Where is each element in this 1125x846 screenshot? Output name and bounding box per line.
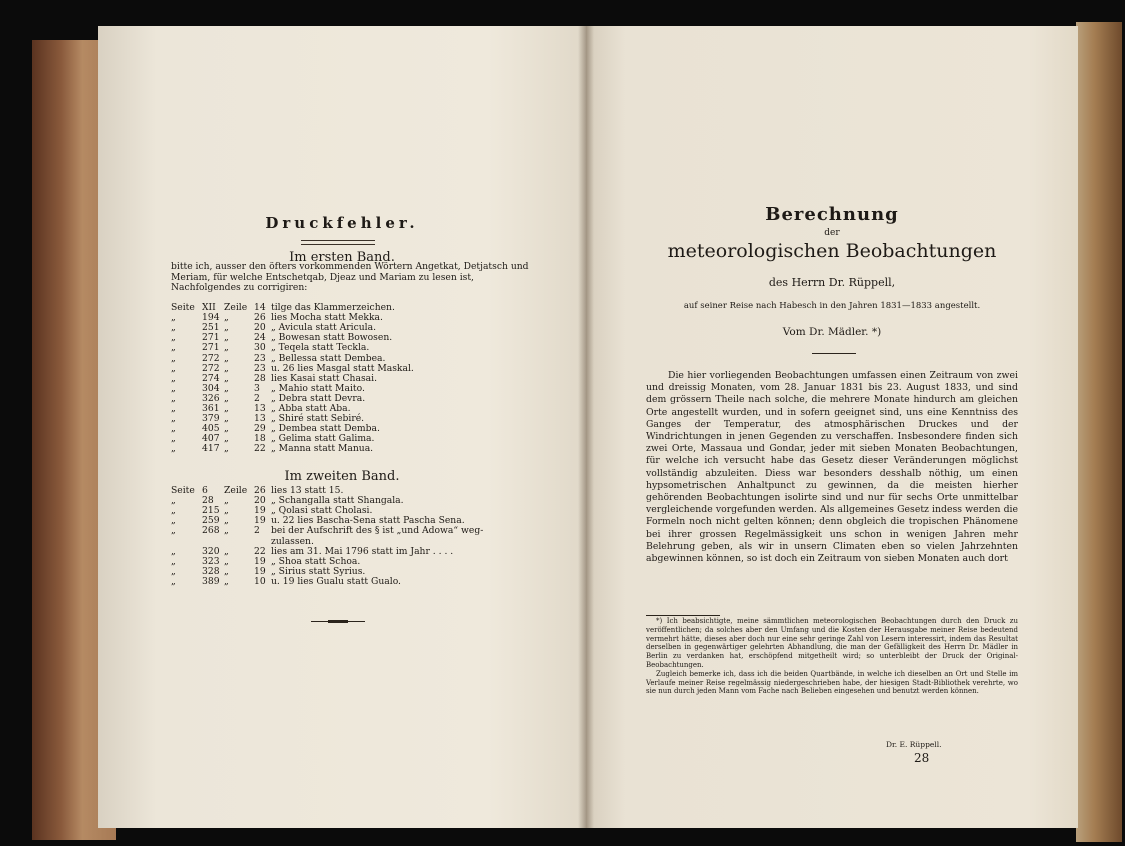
errata-cell: „ (224, 525, 229, 537)
errata-row (98, 354, 578, 364)
errata-cell: „ Shoa statt Schoa. (271, 555, 361, 567)
errata-cell: „ (224, 505, 229, 517)
errata-cell: lies Kasai statt Chasai. (271, 372, 378, 384)
errata-cell: „ (224, 413, 229, 425)
errata-cell: 326 (202, 392, 220, 404)
errata-cell: „ Sirius statt Syrius. (271, 565, 366, 577)
article-journey-line: auf seiner Reise nach Habesch in den Jahren 1831—1833 angestellt. (683, 301, 981, 311)
errata-cell: „ (171, 423, 176, 435)
errata-cell: „ Schangalla statt Shangala. (271, 495, 404, 507)
body-paragraph: Die hier vorliegenden Beobachtungen umfassen einen Zeitraum von zwei und dreissig Monaten, vom 28. Januar 1831 bis 23. August 1833, und sind dem grössern Theile nach solche, die mehrere Monate hindurch am gleichen Orte angestellt wurden, und in sofern geeignet sind, uns eine Kenntniss des Ganges der Temperatur, des atmosphärischen Druckes und der Windrichtungen in jenen Gegenden zu verschaffen. Insbesondere finden sich zwei Orte, Massaua und Gondar, jeder mit sieben Monaten Beobachtungen, für welche ich versucht habe das Gesetz dieser Veränderungen möglichst vollständig abzuleiten. Diess war besonders desshalb nöthig, um einen hypsometrischen Anhaltpunct zu gewinnen, da die meisten hierher gehörenden Beobachtungen isolirte sind und nur für sechs Orte unmittelbar vergleichende vorgefunden werden. Als allgemeines Gesetz indess werden die Formeln noch nicht gelten können; denn obgleich die tropischen Phänomene bei ihrer grossen Regelmässigkeit uns schon in wenigen Jahren mehr Belehrung geben, als wir in unsern Climaten eben so vielen Jahrzehnten abgewinnen können, so ist doch ein Zeitraum von sieben Monaten auch dort (646, 370, 1018, 565)
errata-cell: 24 (254, 332, 266, 344)
errata-cell: „ (224, 495, 229, 507)
footnote-rule (646, 615, 720, 616)
errata-row (98, 577, 578, 587)
errata-cell: „ (224, 322, 229, 334)
errata-cell: „ (224, 565, 229, 577)
errata-cell: lies am 31. Mai 1796 statt im Jahr . . . . (271, 545, 454, 557)
errata-cell: 19 (254, 515, 266, 527)
end-ornament-center (328, 620, 348, 623)
errata-cell: 2 (254, 392, 260, 404)
errata-cell: 271 (202, 342, 220, 354)
band2-heading: Im zweiten Band. (284, 469, 400, 484)
footnotes (646, 617, 1018, 696)
errata-cell: 405 (202, 423, 220, 435)
errata-cell: „ (171, 575, 176, 587)
errata-cell: „ (224, 332, 229, 344)
errata-cell: „ (171, 515, 176, 527)
errata-cell: „ (171, 403, 176, 414)
errata-cell: 18 (254, 433, 266, 445)
errata-row (98, 537, 578, 547)
errata-cell: 13 (254, 403, 266, 414)
errata-cell: „ (171, 565, 176, 577)
errata-cell: „ (171, 382, 176, 394)
article-author-line: des Herrn Dr. Rüppell, (768, 276, 896, 289)
errata-cell: XII (202, 302, 216, 313)
errata-cell: u. 26 lies Masgal statt Maskal. (271, 362, 414, 374)
errata-cell: „ Shiré statt Sebiré. (271, 413, 365, 425)
errata-cell: „ (171, 555, 176, 567)
errata-cell: „ (171, 443, 176, 455)
errata-cell: 417 (202, 443, 220, 455)
errata-cell: „ (171, 545, 176, 557)
errata-cell: „ (171, 332, 176, 344)
errata-cell: „ (171, 505, 176, 517)
errata-cell: 23 (254, 362, 266, 374)
left-page (98, 26, 586, 828)
errata-cell: 271 (202, 332, 220, 344)
errata-cell: 22 (254, 443, 266, 455)
errata-cell: „ Mahio statt Maito. (271, 382, 365, 394)
errata-cell: 215 (202, 505, 220, 517)
article-body (646, 370, 1018, 565)
errata-cell: 251 (202, 322, 220, 334)
errata-cell: „ Avicula statt Aricula. (271, 322, 377, 334)
errata-cell: „ (224, 372, 229, 384)
errata-cell: 13 (254, 413, 266, 425)
errata-cell: Zeile (224, 302, 248, 313)
errata-cell: „ (224, 362, 229, 374)
errata-row (98, 526, 578, 536)
errata-cell: „ Qolasi statt Cholasi. (271, 505, 373, 517)
right-page (586, 26, 1078, 828)
article-title: Berechnung (765, 204, 899, 225)
errata-cell: 3 (254, 382, 260, 394)
errata-cell: „ (171, 342, 176, 354)
errata-cell: 272 (202, 352, 220, 364)
footnote-signature: Dr. E. Rüppell. (886, 740, 942, 749)
errata-cell: „ (224, 433, 229, 445)
errata-cell: 26 (254, 485, 266, 496)
errata-cell: 14 (254, 302, 266, 313)
errata-cell: 389 (202, 575, 220, 587)
errata-cell: 6 (202, 485, 208, 496)
page-number: 28 (914, 751, 930, 765)
errata-cell: „ (224, 423, 229, 435)
errata-cell: „ Dembea statt Demba. (271, 423, 380, 435)
errata-cell: „ (171, 352, 176, 364)
errata-cell: „ Abba statt Aba. (271, 403, 351, 414)
article-byline: Vom Dr. Mädler. *) (782, 326, 882, 338)
errata-cell: „ (224, 403, 229, 414)
errata-cell: „ Teqela statt Teckla. (271, 342, 370, 354)
errata-cell: „ (171, 413, 176, 425)
errata-cell: 28 (202, 495, 214, 507)
errata-cell: „ (224, 312, 229, 324)
errata-cell: 19 (254, 505, 266, 517)
book-gutter (578, 26, 594, 828)
errata-cell: „ (224, 545, 229, 557)
errata-cell: „ (171, 392, 176, 404)
errata-cell: 22 (254, 545, 266, 557)
errata-cell: 2 (254, 525, 260, 537)
errata-cell: 10 (254, 575, 266, 587)
open-book (18, 18, 1118, 840)
article-subtitle: meteorologischen Beobachtungen (667, 240, 997, 262)
errata-cell: 194 (202, 312, 220, 324)
errata-cell: „ (224, 515, 229, 527)
errata-cell: „ (171, 312, 176, 324)
errata-cell: Seite (171, 485, 195, 496)
errata-cell: „ (171, 372, 176, 384)
errata-cell: „ Debra statt Devra. (271, 392, 366, 404)
errata-cell: 407 (202, 433, 220, 445)
errata-row (98, 343, 578, 353)
errata-cell: 272 (202, 362, 220, 374)
article-der: der (824, 228, 840, 238)
errata-cell: „ Gelima statt Galima. (271, 433, 375, 445)
errata-cell: „ (171, 322, 176, 334)
errata-row (98, 444, 578, 454)
errata-cell: Zeile (224, 485, 248, 496)
errata-cell: „ (171, 495, 176, 507)
errata-cell: „ Bowesan statt Bowosen. (271, 332, 393, 344)
errata-cell: 28 (254, 372, 266, 384)
errata-cell: „ Manna statt Manua. (271, 443, 374, 455)
errata-cell: 304 (202, 382, 220, 394)
errata-cell: 20 (254, 495, 266, 507)
footnote-1: *) Ich beabsichtigte, meine sämmtlichen meteorologischen Beobachtungen durch den Druck zu veröffentlichen; da solches aber den Umfang und die Kosten der Herausgabe meiner Reise bedeutend vermehrt hätte, dieses aber doch nur eine sehr geringe Zahl von Lesern interessirt, indem das Resultat derselben in gegenwärtiger gelehrten Abhandlung, die man der Gefälligkeit des Herrn Dr. Mädler in Berlin zu verdanken hat, erschöpfend mitgetheilt wird; so unterbleibt der Druck der Original-Beobachtungen. (646, 617, 1018, 669)
errata-cell: 26 (254, 312, 266, 324)
errata-cell: 19 (254, 565, 266, 577)
errata-cell: „ (171, 362, 176, 374)
byline-rule (812, 353, 856, 354)
errata-title: Druckfehler. (265, 214, 419, 232)
errata-cell: „ (224, 555, 229, 567)
errata-cell: „ (224, 342, 229, 354)
errata-cell: 274 (202, 372, 220, 384)
errata-cell: 379 (202, 413, 220, 425)
errata-intro: bitte ich, ausser den öfters vorkommenden Wörtern Angetkat, Detjatsch und Meriam, für welche Entschetqab, Djeaz und Mariam zu lesen ist, Nachfolgendes zu corrigiren: (171, 261, 529, 294)
errata-cell: „ (224, 352, 229, 364)
errata-cell: 328 (202, 565, 220, 577)
title-double-rule (301, 240, 375, 245)
errata-cell: 361 (202, 403, 220, 414)
errata-cell: „ (224, 392, 229, 404)
errata-cell: 323 (202, 555, 220, 567)
errata-cell: 259 (202, 515, 220, 527)
errata-cell: 23 (254, 352, 266, 364)
errata-cell: Seite (171, 302, 195, 313)
errata-cell: bei der Aufschrift des § ist „und Adowa“ weg- (271, 525, 484, 537)
errata-cell: u. 22 lies Bascha-Sena statt Pascha Sena. (271, 515, 465, 527)
errata-cell: „ (224, 382, 229, 394)
errata-cell: 19 (254, 555, 266, 567)
errata-cell: „ (224, 443, 229, 455)
errata-cell: 268 (202, 525, 220, 537)
band1-heading: Im ersten Band. (289, 250, 395, 265)
errata-cell: zulassen. (271, 535, 314, 547)
errata-cell: 30 (254, 342, 266, 354)
errata-cell: 20 (254, 322, 266, 334)
errata-cell: „ Bellessa statt Dembea. (271, 352, 386, 364)
footnote-2: Zugleich bemerke ich, dass ich die beiden Quartbände, in welche ich dieselben an Ort und Stelle im Verlaufe meiner Reise regelmässig niedergeschrieben habe, der hiesigen Stadt-Bibliothek verehrte, wo sie nun durch jeden Mann vom Fache nach Belieben eingesehen und benutzt werden können. (646, 669, 1018, 696)
errata-cell: tilge das Klammerzeichen. (271, 302, 395, 313)
errata-cell: lies 13 statt 15. (271, 485, 344, 496)
book-edge-right (1076, 22, 1122, 842)
errata-cell: 29 (254, 423, 266, 435)
errata-cell: lies Mocha statt Mekka. (271, 312, 383, 324)
errata-cell: „ (171, 525, 176, 537)
errata-cell: „ (224, 575, 229, 587)
errata-cell: 320 (202, 545, 220, 557)
errata-cell: u. 19 lies Gualu statt Gualo. (271, 575, 401, 587)
errata-cell: „ (171, 433, 176, 445)
